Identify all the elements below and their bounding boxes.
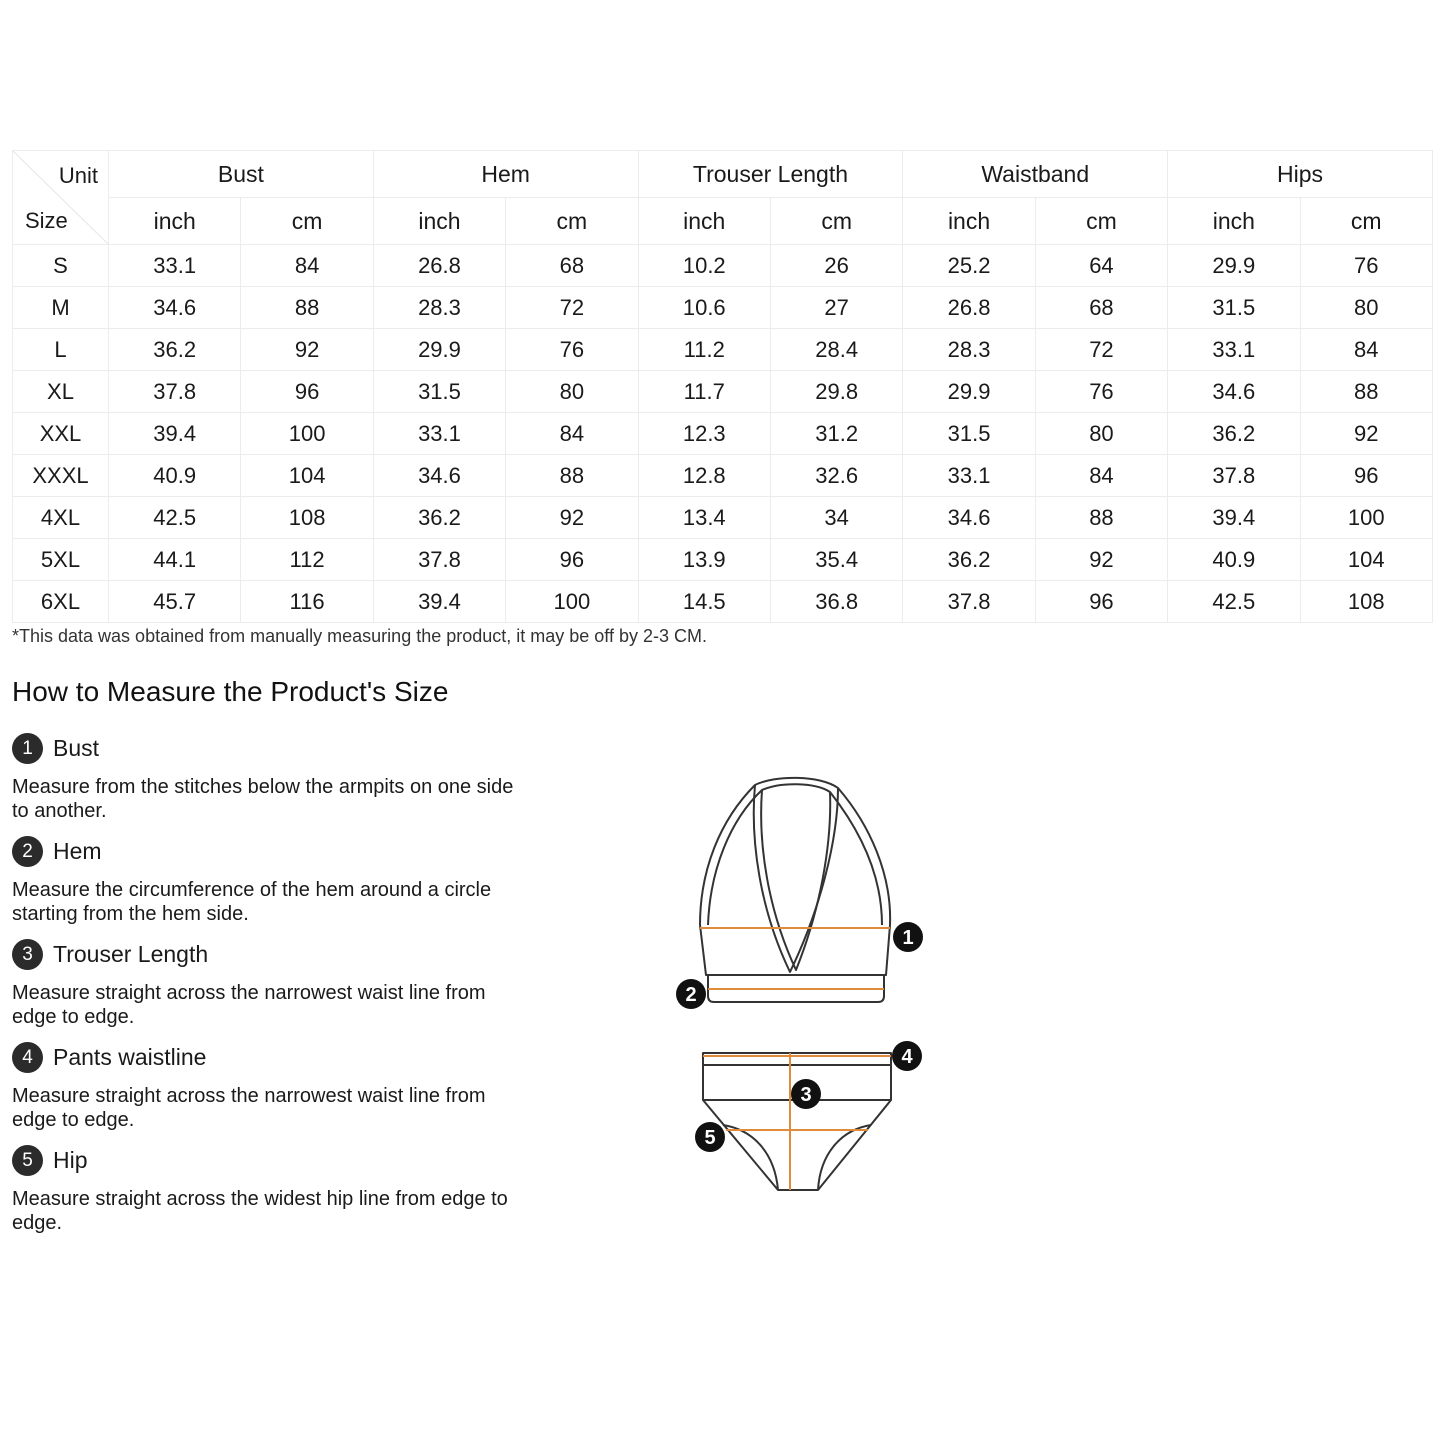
- measurement-cell: 36.8: [770, 581, 902, 623]
- measurement-cell: 104: [1300, 539, 1432, 581]
- unit-header: inch: [638, 198, 770, 245]
- measurement-cell: 26.8: [373, 245, 505, 287]
- measurement-cell: 10.6: [638, 287, 770, 329]
- measurement-cell: 96: [506, 539, 638, 581]
- column-group-header: Bust: [109, 151, 374, 198]
- measurement-cell: 76: [1300, 245, 1432, 287]
- step-bust: [12, 732, 522, 823]
- how-to-measure-title: How to Measure the Product's Size: [12, 676, 449, 707]
- step-title: Trouser Length: [53, 941, 209, 967]
- measurement-cell: 26: [770, 245, 902, 287]
- measurement-cell: 12.3: [638, 413, 770, 455]
- size-label-cell: L: [13, 329, 109, 371]
- measurement-cell: 37.8: [109, 371, 241, 413]
- unit-header: cm: [770, 198, 902, 245]
- step-number-badge: 5: [12, 1145, 43, 1176]
- measurement-cell: 11.7: [638, 371, 770, 413]
- step-number-badge: 3: [12, 939, 43, 970]
- unit-header: cm: [1300, 198, 1432, 245]
- column-group-header: Hem: [373, 151, 638, 198]
- measurement-cell: 32.6: [770, 455, 902, 497]
- step-title: Pants waistline: [53, 1044, 207, 1070]
- column-group-header: Waistband: [903, 151, 1168, 198]
- size-label-cell: XXXL: [13, 455, 109, 497]
- measurement-cell: 92: [1300, 413, 1432, 455]
- measurement-cell: 33.1: [1168, 329, 1300, 371]
- marker-1: [893, 922, 923, 952]
- marker-4-label: 4: [901, 1046, 913, 1068]
- table-row: [13, 581, 1433, 623]
- measurement-cell: 28.4: [770, 329, 902, 371]
- marker-2-label: 2: [685, 984, 697, 1006]
- measurement-cell: 33.1: [373, 413, 505, 455]
- measurement-cell: 96: [241, 371, 373, 413]
- size-label-cell: XXL: [13, 413, 109, 455]
- size-table-body: [13, 245, 1433, 623]
- measurement-cell: 84: [241, 245, 373, 287]
- measurement-cell: 34.6: [109, 287, 241, 329]
- unit-header: cm: [241, 198, 373, 245]
- measurement-cell: 31.5: [1168, 287, 1300, 329]
- measurement-cell: 84: [506, 413, 638, 455]
- measurement-cell: 28.3: [903, 329, 1035, 371]
- table-row: [13, 413, 1433, 455]
- marker-4: [892, 1041, 922, 1071]
- measurement-cell: 68: [506, 245, 638, 287]
- measurement-cell: 35.4: [770, 539, 902, 581]
- measurement-cell: 80: [1300, 287, 1432, 329]
- size-label-cell: 6XL: [13, 581, 109, 623]
- marker-2: [676, 979, 706, 1009]
- step-number-badge: 1: [12, 733, 43, 764]
- measurement-cell: 10.2: [638, 245, 770, 287]
- step-number-badge: 4: [12, 1042, 43, 1073]
- measurement-markers: [676, 922, 923, 1152]
- measurement-cell: 29.9: [903, 371, 1035, 413]
- measurement-cell: 33.1: [109, 245, 241, 287]
- measurement-cell: 76: [1035, 371, 1167, 413]
- measurement-cell: 92: [506, 497, 638, 539]
- step-title: Bust: [53, 735, 100, 761]
- bikini-measurement-illustration: [660, 760, 950, 1210]
- measurement-cell: 25.2: [903, 245, 1035, 287]
- unit-header: inch: [903, 198, 1035, 245]
- measurement-cell: 39.4: [1168, 497, 1300, 539]
- table-row: [13, 371, 1433, 413]
- measurement-cell: 12.8: [638, 455, 770, 497]
- measurement-cell: 72: [506, 287, 638, 329]
- measurement-cell: 108: [1300, 581, 1432, 623]
- measurement-cell: 92: [1035, 539, 1167, 581]
- measurement-cell: 76: [506, 329, 638, 371]
- step-description: Measure straight across the narrowest waist line from edge to edge.: [12, 1085, 486, 1131]
- measurement-cell: 29.8: [770, 371, 902, 413]
- bikini-bottom-outline: [703, 1053, 891, 1190]
- measurement-cell: 44.1: [109, 539, 241, 581]
- measurement-cell: 80: [506, 371, 638, 413]
- measurement-cell: 68: [1035, 287, 1167, 329]
- step-hem: [12, 835, 522, 926]
- measurement-cell: 37.8: [373, 539, 505, 581]
- step-description: Measure straight across the narrowest waist line from edge to edge.: [12, 982, 486, 1028]
- measurement-cell: 33.1: [903, 455, 1035, 497]
- measurement-cell: 34.6: [903, 497, 1035, 539]
- step-title: Hip: [53, 1147, 88, 1173]
- measurement-cell: 108: [241, 497, 373, 539]
- unit-header: inch: [373, 198, 505, 245]
- measurement-cell: 37.8: [903, 581, 1035, 623]
- measurement-cell: 28.3: [373, 287, 505, 329]
- measurement-note: *This data was obtained from manually measuring the product, it may be off by 2-3 CM.: [12, 626, 708, 646]
- measurement-cell: 72: [1035, 329, 1167, 371]
- measurement-cell: 40.9: [109, 455, 241, 497]
- table-row: [13, 497, 1433, 539]
- step-hip: [12, 1144, 522, 1235]
- measurement-cell: 84: [1035, 455, 1167, 497]
- measurement-cell: 36.2: [373, 497, 505, 539]
- marker-5-label: 5: [704, 1127, 716, 1149]
- measurement-cell: 64: [1035, 245, 1167, 287]
- table-row: [13, 245, 1433, 287]
- measurement-cell: 27: [770, 287, 902, 329]
- table-row: [13, 539, 1433, 581]
- corner-unit-label: Unit: [58, 163, 98, 188]
- measurement-cell: 13.4: [638, 497, 770, 539]
- measurement-cell: 84: [1300, 329, 1432, 371]
- measurement-cell: 88: [241, 287, 373, 329]
- measurement-cell: 31.2: [770, 413, 902, 455]
- step-title: Hem: [53, 838, 102, 864]
- measurement-cell: 26.8: [903, 287, 1035, 329]
- step-number-badge: 2: [12, 836, 43, 867]
- measurement-cell: 13.9: [638, 539, 770, 581]
- size-chart-table: [12, 150, 1433, 623]
- measurement-cell: 100: [241, 413, 373, 455]
- marker-3-label: 3: [800, 1084, 812, 1106]
- size-label-cell: 5XL: [13, 539, 109, 581]
- measurement-cell: 80: [1035, 413, 1167, 455]
- measurement-cell: 36.2: [903, 539, 1035, 581]
- measurement-cell: 37.8: [1168, 455, 1300, 497]
- marker-3: [791, 1079, 821, 1109]
- unit-header: cm: [1035, 198, 1167, 245]
- step-trouser-length: [12, 938, 522, 1029]
- measurement-cell: 88: [1300, 371, 1432, 413]
- measurement-cell: 36.2: [1168, 413, 1300, 455]
- marker-5: [695, 1122, 725, 1152]
- measurement-cell: 34: [770, 497, 902, 539]
- column-group-header: Trouser Length: [638, 151, 903, 198]
- measurement-cell: 40.9: [1168, 539, 1300, 581]
- size-label-cell: XL: [13, 371, 109, 413]
- measurement-cell: 96: [1035, 581, 1167, 623]
- step-pants-waistline: [12, 1041, 522, 1132]
- size-label-cell: 4XL: [13, 497, 109, 539]
- marker-1-label: 1: [902, 927, 914, 949]
- measurement-cell: 31.5: [903, 413, 1035, 455]
- measurement-cell: 100: [506, 581, 638, 623]
- step-description: Measure the circumference of the hem around a circle starting from the hem side.: [12, 879, 492, 925]
- unit-header: inch: [1168, 198, 1300, 245]
- corner-size-label: Size: [25, 208, 68, 233]
- unit-header: inch: [109, 198, 241, 245]
- measurement-cell: 92: [241, 329, 373, 371]
- measurement-cell: 34.6: [373, 455, 505, 497]
- step-description: Measure from the stitches below the armpits on one side to another.: [12, 776, 514, 822]
- measurement-cell: 42.5: [1168, 581, 1300, 623]
- measurement-cell: 112: [241, 539, 373, 581]
- table-row: [13, 287, 1433, 329]
- step-description: Measure straight across the widest hip line from edge to edge.: [12, 1188, 508, 1234]
- measurement-cell: 34.6: [1168, 371, 1300, 413]
- measurement-cell: 36.2: [109, 329, 241, 371]
- measurement-cell: 31.5: [373, 371, 505, 413]
- measurement-cell: 29.9: [1168, 245, 1300, 287]
- bikini-top-outline: [700, 778, 890, 1002]
- measurement-cell: 104: [241, 455, 373, 497]
- size-label-cell: M: [13, 287, 109, 329]
- measurement-cell: 45.7: [109, 581, 241, 623]
- measurement-cell: 100: [1300, 497, 1432, 539]
- unit-header: cm: [506, 198, 638, 245]
- measurement-cell: 116: [241, 581, 373, 623]
- measurement-cell: 39.4: [109, 413, 241, 455]
- size-label-cell: S: [13, 245, 109, 287]
- table-row: [13, 455, 1433, 497]
- measurement-cell: 96: [1300, 455, 1432, 497]
- table-corner-cell: [13, 151, 109, 245]
- table-row: [13, 329, 1433, 371]
- measurement-cell: 11.2: [638, 329, 770, 371]
- measurement-steps: [12, 732, 522, 1247]
- column-group-header: Hips: [1168, 151, 1433, 198]
- measurement-cell: 14.5: [638, 581, 770, 623]
- measurement-cell: 29.9: [373, 329, 505, 371]
- measurement-cell: 39.4: [373, 581, 505, 623]
- measurement-cell: 42.5: [109, 497, 241, 539]
- measurement-cell: 88: [1035, 497, 1167, 539]
- measurement-cell: 88: [506, 455, 638, 497]
